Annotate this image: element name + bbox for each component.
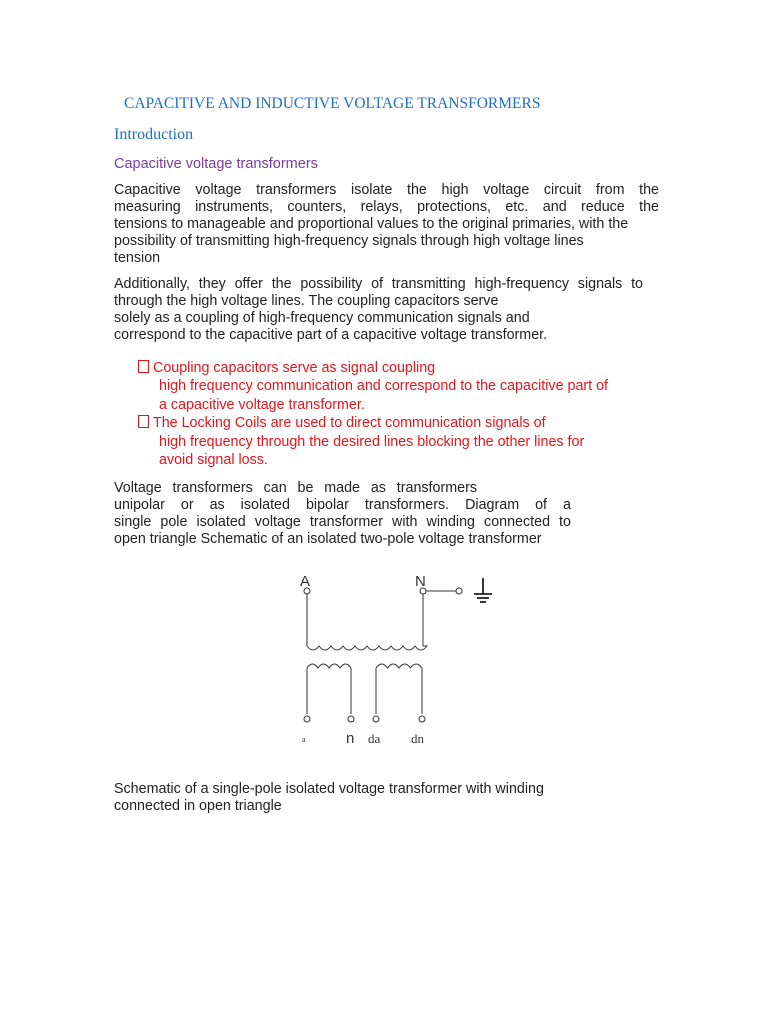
paragraph-2: [114, 276, 659, 344]
bullet-box-icon: [138, 415, 149, 428]
transformer-schematic: [290, 568, 500, 753]
label-n: n: [346, 730, 355, 747]
paragraph-line: unipolar or as isolated bipolar transformers. Diagram of a: [114, 497, 571, 513]
label-N: N: [415, 573, 426, 590]
ground-icon: [474, 578, 492, 602]
paragraph-line: Capacitive voltage transformers isolate the high voltage circuit from the: [114, 182, 659, 198]
paragraph-line: Voltage transformers can be made as transformers: [114, 480, 477, 496]
bullet-continuation: a capacitive voltage transformer.: [159, 396, 365, 413]
paragraph-line: possibility of transmitting high-frequency signals through high voltage lines: [114, 233, 584, 249]
paragraph-line: Additionally, they offer the possibility of transmitting high-frequency signals to: [114, 276, 643, 292]
bullet-item: [138, 414, 608, 432]
label-dn: dn: [411, 731, 424, 746]
bullet-text: Coupling capacitors serve as signal coupling: [153, 360, 436, 376]
bullet-continuation: high frequency through the desired lines blocking the other lines for: [159, 433, 585, 450]
label-A: A: [300, 573, 311, 590]
paragraph-line: through the high voltage lines. The coupling capacitors serve: [114, 293, 499, 309]
bullet-list: [138, 359, 608, 469]
bullet-continuation: avoid signal loss.: [159, 452, 268, 469]
subheading: Capacitive voltage transformers: [114, 156, 318, 172]
paragraph-line: solely as a coupling of high-frequency communication signals and: [114, 310, 530, 326]
paragraph-line: measuring instruments, counters, relays, protections, etc. and reduce the: [114, 199, 659, 215]
paragraph-line: correspond to the capacitive part of a capacitive voltage transformer.: [114, 327, 548, 343]
bullet-box-icon: [138, 360, 149, 373]
paragraph-line: open triangle Schematic of an isolated two-pole voltage transformer: [114, 531, 542, 547]
paragraph-line: tension: [114, 250, 161, 266]
bullet-text: The Locking Coils are used to direct communication signals of: [153, 415, 546, 432]
label-a: a: [302, 735, 306, 744]
caption-line: connected in open triangle: [114, 798, 282, 814]
document-title: CAPACITIVE AND INDUCTIVE VOLTAGE TRANSFORMERS: [124, 95, 541, 112]
paragraph-line: tensions to manageable and proportional values to the original primaries, with the: [114, 216, 629, 232]
label-da: da: [368, 731, 381, 746]
bullet-continuation: high frequency communication and correspond to the capacitive part of: [159, 378, 609, 395]
paragraph-3: [114, 480, 571, 548]
section-heading: Introduction: [114, 126, 194, 143]
bullet-item: [138, 359, 608, 377]
diagram-caption: [114, 781, 544, 815]
caption-line: Schematic of a single-pole isolated voltage transformer with winding: [114, 781, 544, 797]
paragraph-line: single pole isolated voltage transformer with winding connected to: [114, 514, 571, 530]
paragraph-1: [114, 182, 659, 267]
